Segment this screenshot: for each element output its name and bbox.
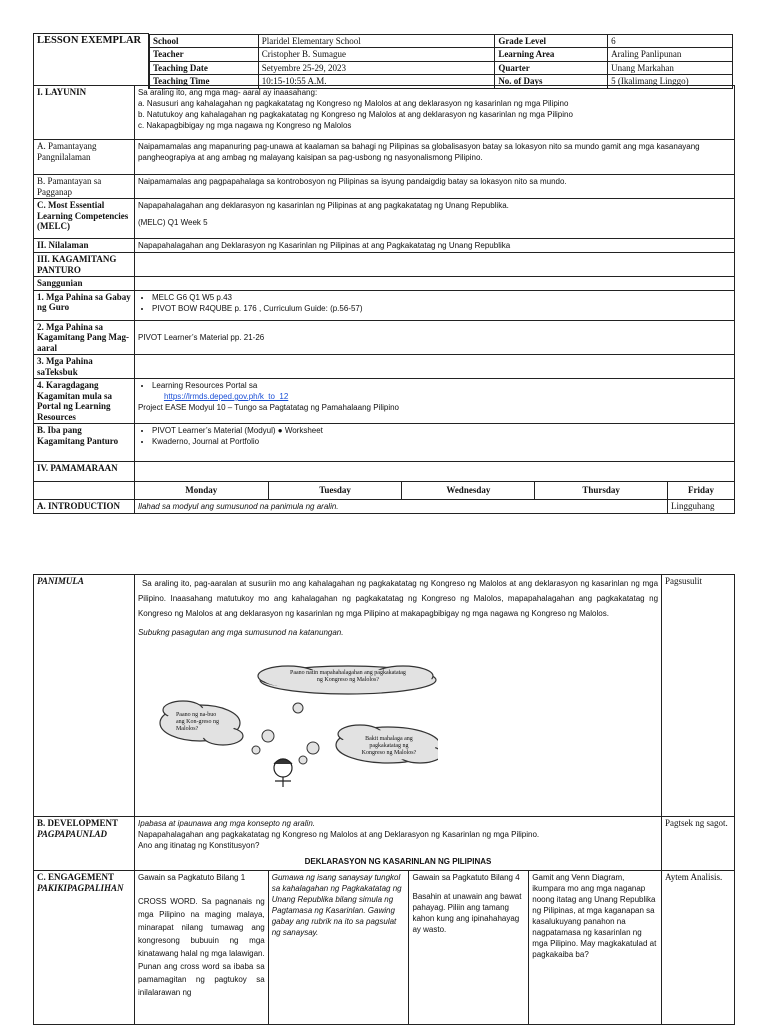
- development-text-1: Ipabasa at ipaunawa ang mga konsepto ng aralin.: [137, 819, 315, 828]
- pamantayan-sa-pagganap-text: Naipamamalas ang pagpapahalaga sa kontrobosyon ng Pilipinas sa isyung pandaigdig batay sa lokasyon nito sa mundo.: [134, 175, 734, 199]
- grade-level-value: 6: [608, 34, 733, 48]
- melc-week: (MELC) Q1 Week 5: [137, 218, 208, 227]
- panimula-friday: Pagsusulit: [662, 575, 735, 817]
- days-label: No. of Days: [495, 75, 608, 89]
- gabay-ng-guro-list: [134, 290, 734, 320]
- engagement-label-en: C. ENGAGEMENT: [37, 872, 115, 882]
- header-table: [33, 33, 733, 89]
- iba-pang-kagamitan-list: [134, 424, 734, 462]
- engagement-wednesday-title: Gawain sa Pagkatuto Bilang 4: [412, 873, 520, 882]
- cloud-2-text: Paano ng na-buo ang Kon-greso ng Malolos?: [175, 712, 219, 732]
- development-text-2: Napapahalagahan ang pagkakatatag ng Kongreso ng Malolos at ang Deklarasyon ng Kasarinlan ng mga Pilipino.: [137, 830, 540, 839]
- lesson-plan-table: [33, 85, 735, 514]
- lrmds-link[interactable]: https://lrmds.deped.gov.ph/k_to_12: [163, 392, 289, 401]
- list-item: • Kwaderno, Journal at Portfolio: [152, 436, 731, 447]
- development-friday: Pagtsek ng sagot.: [662, 817, 735, 871]
- karagdagang-kagamitan-label: 4. Karagdagang Kagamitan mula sa Portal ng Learning Resources: [34, 379, 135, 424]
- teaching-time-value: 10:15-10:55 A.M.: [258, 75, 495, 89]
- learning-area-label: Learning Area: [495, 48, 608, 62]
- layunin-label: I. LAYUNIN: [34, 86, 135, 140]
- day-friday: Friday: [667, 482, 734, 500]
- development-text-3: Ano ang itinatag ng Konstitusyon?: [137, 841, 260, 850]
- engagement-monday-title: Gawain sa Pagkatuto Bilang 1: [137, 873, 246, 882]
- learning-area-value: Araling Panlipunan: [608, 48, 733, 62]
- grade-level-label: Grade Level: [495, 34, 608, 48]
- layunin-content: [134, 86, 734, 140]
- pamantayan-sa-pagganap-label: B. Pamantayan sa Pagganap: [34, 175, 135, 199]
- pamantayang-pangnilalaman-text: Naipamamalas ang mapanuring pag-unawa at kaalaman sa bahagi ng Pilipinas sa globalisasyon batay sa lokasyon nito sa mundo gamit ang mga kasanayang pangheograpiya at ang ambag ng malayang kaisipan sa pag-usbong ng nasyonalismong Pilipino.: [134, 140, 734, 175]
- teaching-time-label: Teaching Time: [149, 75, 258, 89]
- cloud-3-text: Bakit mahalaga ang pagkakatatag ng Kongreso ng Malolos?: [361, 736, 417, 756]
- page2-table: [33, 574, 735, 1025]
- list-item: • PIVOT BOW R4QUBE p. 176 , Curriculum Guide: (p.56-57): [152, 303, 731, 314]
- nilalaman-text: Napapahalagahan ang Deklarasyon ng Kasarinlan ng Pilipinas at ang Pagkakatatag ng Unang Republika: [134, 239, 734, 253]
- layunin-intro: Sa araling ito, ang mga mag- aaral ay inaasahang:: [137, 88, 318, 97]
- karagdagang-kagamitan-content: [134, 379, 734, 424]
- panimula-label: PANIMULA: [34, 575, 135, 817]
- engagement-wednesday: [409, 871, 529, 1025]
- introduction-friday: Lingguhang: [667, 500, 734, 514]
- cloud-1-text: Paano natin mapahahalagahan ang pagkakatatag ng Kongreso ng Malolos?: [289, 670, 406, 683]
- development-label-fil: PAGPAPAUNLAD: [37, 828, 107, 839]
- layunin-b: b. Natutukoy ang kahalagahan ng pagkakatatag ng Kongreso ng Malolos at ang deklarasyon ng kasarinlan ng mga Pilipino: [137, 110, 573, 119]
- melc-text: Napapahalagahan ang deklarasyon ng kasarinlan ng Pilipinas at ang pagkakatatag ng Unang Republika.: [137, 201, 509, 210]
- melc-label: C. Most Essential Learning Competencies (MELC): [34, 199, 135, 239]
- engagement-monday-text: CROSS WORD. Sa pagnanais ng mga Pilipino na maging malaya, minarapat nilang tumawag ang kongresong bubuuin ng mga kinatawang halal ng mga lalawigan. Punan ang cross word sa ibaba sa pamamagitan ng pagtukoy sa inilalarawan ng: [137, 897, 265, 997]
- pamamaraan-label: IV. PAMAMARAAN: [34, 462, 135, 482]
- engagement-label-fil: PAKIKIPAGPALIHAN: [37, 882, 124, 893]
- nilalaman-label: II. Nilalaman: [34, 239, 135, 253]
- engagement-tuesday: Gumawa ng isang sanaysay tungkol sa kahalagahan ng Pagkakatatag ng Unang Republika bilang simula ng Pagtamasa ng Kasarinlan. Gawing gabay ang rubrik na ito sa pagsulat ng sanaysay.: [268, 871, 409, 1025]
- list-item: • MELC G6 Q1 W5 p.43: [152, 292, 731, 303]
- development-heading: DEKLARASYON NG KASARINLAN NG PILIPINAS: [304, 857, 492, 866]
- engagement-monday: [134, 871, 268, 1025]
- days-value: 5 (Ikalimang Linggo): [608, 75, 733, 89]
- day-wednesday: Wednesday: [402, 482, 535, 500]
- layunin-a: a. Nasusuri ang kahalagahan ng pagkakatatag ng Kongreso ng Malolos at ang deklarasyon ng kasarinlan ng mga Pilipino: [137, 99, 569, 108]
- iba-pang-kagamitan-label: B. Iba pang Kagamitang Panturo: [34, 424, 135, 462]
- quarter-value: Unang Markahan: [608, 61, 733, 75]
- list-item: • Learning Resources Portal sa: [152, 380, 731, 391]
- day-thursday: Thursday: [535, 482, 668, 500]
- development-label-en: B. DEVELOPMENT: [37, 818, 119, 828]
- engagement-thursday: Gamit ang Venn Diagram, ikumpara mo ang mga naganap noong itatag ang Unang Republika ng Pilipinas, at mga kaganapan sa kasalukuyang panahon na nagpatamasa ng kasarinlan ng mga Pilipino. May magkakatulad at pagkakaiba ba?: [529, 871, 662, 1025]
- school-label: School: [149, 34, 258, 48]
- teacher-label: Teacher: [149, 48, 258, 62]
- kagamitang-panturo-label: III. KAGAMITANG PANTURO: [34, 253, 135, 277]
- quarter-label: Quarter: [495, 61, 608, 75]
- teacher-value: Cristopher B. Sumague: [258, 48, 495, 62]
- day-monday: Monday: [134, 482, 268, 500]
- layunin-c: c. Nakapagbibigay ng mga nagawa ng Kongreso ng Malolos: [137, 121, 352, 130]
- list-item: • PIVOT Learner’s Material (Modyul) ● Worksheet: [152, 425, 731, 436]
- school-value: Plaridel Elementary School: [258, 34, 495, 48]
- kagamitang-pang-mag-aaral-text: PIVOT Learner’s Material pp. 21-26: [134, 320, 734, 355]
- day-tuesday: Tuesday: [268, 482, 402, 500]
- panimula-content: [134, 575, 661, 817]
- development-content: [134, 817, 661, 871]
- sanggunian-label: Sanggunian: [34, 277, 135, 291]
- introduction-label: A. INTRODUCTION: [34, 500, 135, 514]
- teaching-date-label: Teaching Date: [149, 61, 258, 75]
- engagement-wednesday-text: Basahin at unawain ang bawat pahayag. Piliin ang tamang kahon kung ang ipinahahayag ay wasto.: [412, 892, 522, 934]
- melc-content: [134, 199, 734, 239]
- panimula-prompt: Subukng pasagutan ang mga sumusunod na katanungan.: [137, 628, 344, 637]
- thought-clouds-illustration: [138, 638, 658, 788]
- lesson-exemplar-title: LESSON EXEMPLAR: [34, 34, 149, 89]
- project-ease-text: Project EASE Modyul 10 – Tungo sa Pagtatatag ng Pamahalaang Pilipino: [137, 403, 399, 412]
- pamantayang-pangnilalaman-label: A. Pamantayang Pangnilalaman: [34, 140, 135, 175]
- panimula-text: Sa araling ito, pag-aaralan at susuriin mo ang kahalagahan ng pagkakatatag ng Kongreso ng Malolos at ang deklarasyon ng kasarinlan ng mga Pilipino. Inaasahang matutukoy mo ang kahalagahan ng pagkakatatag ng Kongreso ng Malolos, mapapahalagahan ang pagkakatatag ng Kongreso ng Malolos at ang deklarasyon ng kasarinlan ng mga Pilipino at makapagbibigay ng mga nagawa ng Kongreso ng Malolos.: [137, 579, 659, 618]
- introduction-text: Ilahad sa modyul ang sumusunod na panimula ng aralin.: [134, 500, 667, 514]
- teaching-date-value: Setyembre 25-29, 2023: [258, 61, 495, 75]
- gabay-ng-guro-label: 1. Mga Pahina sa Gabay ng Guro: [34, 290, 135, 320]
- teksbuk-label: 3. Mga Pahina saTeksbuk: [34, 355, 135, 379]
- development-label: [34, 817, 135, 871]
- kagamitang-pang-mag-aaral-label: 2. Mga Pahina sa Kagamitang Pang Mag-aaral: [34, 320, 135, 355]
- engagement-label: [34, 871, 135, 1025]
- thinking-boy-icon: [274, 759, 292, 787]
- engagement-friday: Aytem Analisis.: [662, 871, 735, 1025]
